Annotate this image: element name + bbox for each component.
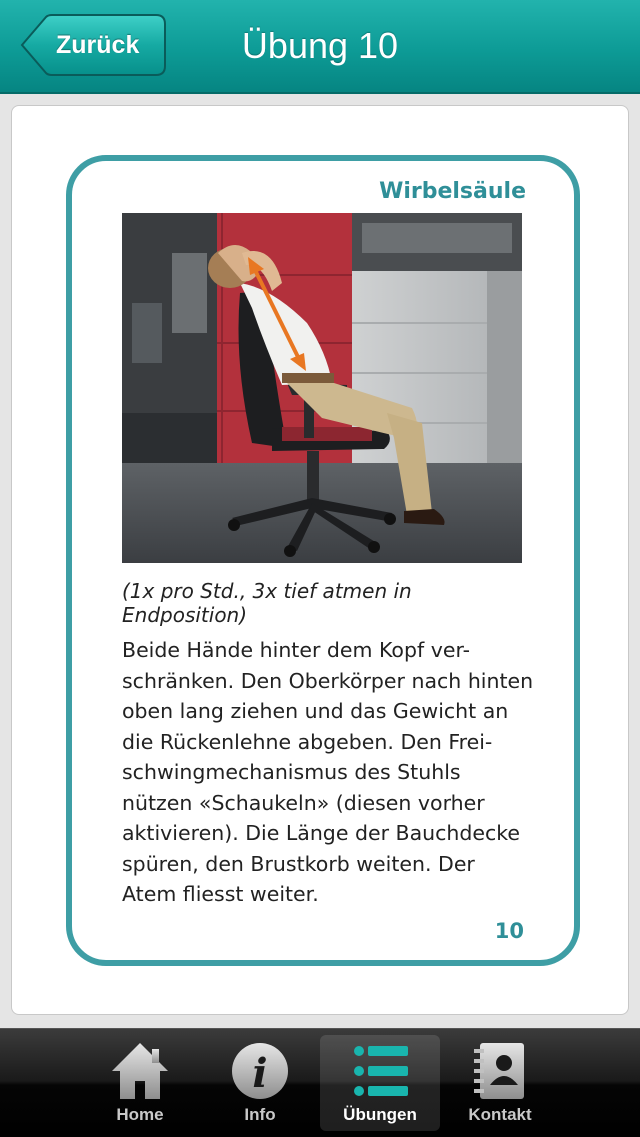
description-line: nützen «Schaukeln» (diesen vorher — [122, 790, 485, 815]
home-icon — [110, 1041, 170, 1101]
info-icon — [230, 1041, 290, 1101]
category-label: Wirbelsäule — [379, 179, 526, 204]
back-button[interactable] — [20, 14, 166, 76]
description-line: Beide Hände hinter dem Kopf ver- — [122, 638, 470, 662]
exercise-description — [122, 635, 552, 910]
content-area — [0, 94, 640, 1028]
card-frame — [11, 105, 629, 1015]
tab-info-label: Info — [244, 1105, 276, 1124]
description-line: schränken. Den Oberkörper nach hinten — [122, 668, 534, 693]
page-title: Übung 10 — [241, 25, 399, 66]
exercise-caption: (1x pro Std., 3x tief atmen in Endposition) — [122, 579, 412, 627]
exercise-photo — [122, 213, 522, 563]
tab-kontakt[interactable] — [440, 1029, 560, 1137]
back-button-label: Zurück — [56, 31, 140, 59]
tab-uebungen[interactable] — [320, 1035, 440, 1131]
tab-home[interactable] — [80, 1029, 200, 1137]
description-line: spüren, den Brustkorb weiten. Der — [122, 851, 475, 876]
tab-info[interactable] — [200, 1029, 320, 1137]
tab-bar — [0, 1028, 640, 1137]
exercise-card — [66, 155, 580, 966]
tab-home-label: Home — [116, 1105, 164, 1124]
card-number: 10 — [494, 919, 524, 943]
tab-kontakt-label: Kontakt — [468, 1105, 532, 1124]
contact-icon — [470, 1041, 530, 1101]
list-icon — [350, 1041, 410, 1101]
description-line: Atem fliesst weiter. — [122, 882, 319, 906]
svg-text:i: i — [252, 1050, 268, 1097]
description-line: schwingmechanismus des Stuhls — [122, 760, 461, 784]
nav-bar — [0, 0, 640, 94]
description-line: oben lang ziehen und das Gewicht an — [122, 699, 509, 723]
description-line: die Rückenlehne abgeben. Den Frei- — [122, 729, 493, 754]
exercise-photo-illustration — [122, 213, 522, 563]
tab-uebungen-label: Übungen — [343, 1105, 417, 1124]
description-line: aktivieren). Die Länge der Bauchdecke — [122, 821, 521, 845]
